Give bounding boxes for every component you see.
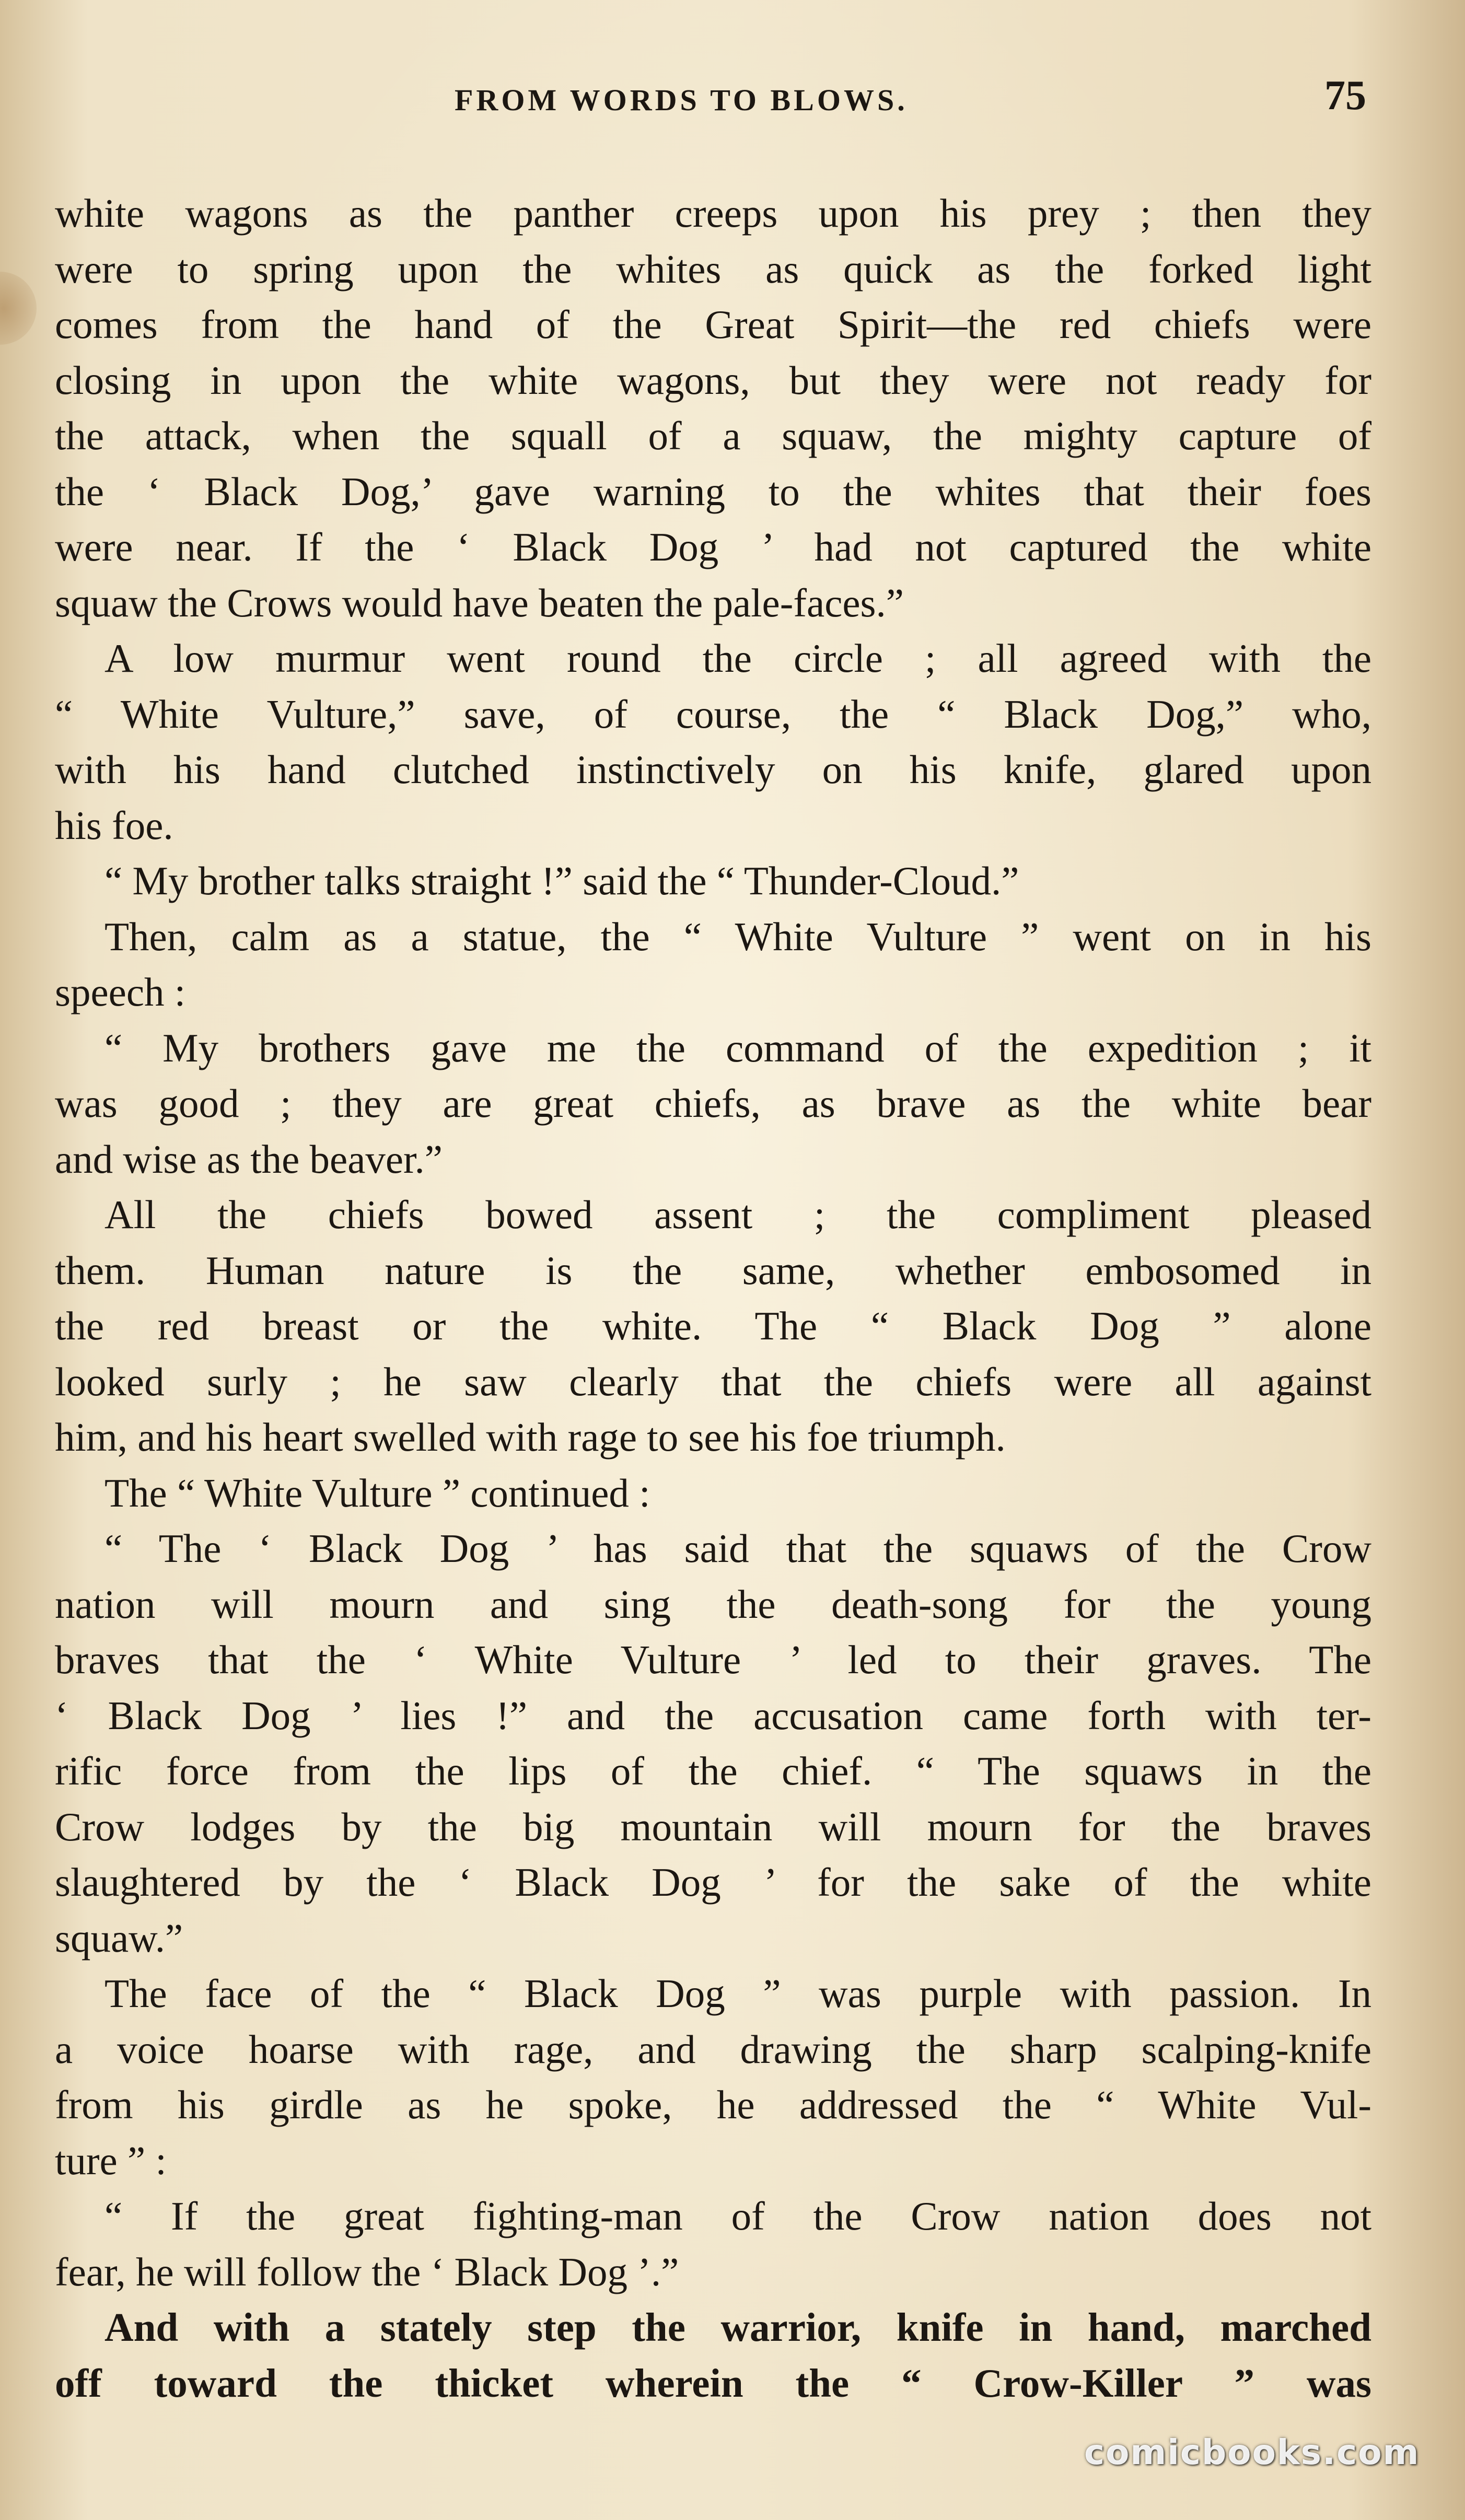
text-line: were to spring upon the whites as quick as the forked light bbox=[55, 246, 1371, 291]
text-line: him, and his heart swelled with rage to see his foe triumph. bbox=[55, 1415, 1006, 1460]
text-line: squaw the Crows would have beaten the pale-faces.” bbox=[55, 580, 904, 625]
text-line: rific force from the lips of the chief. “ The squaws in the bbox=[55, 1748, 1371, 1793]
text-line: nation will mourn and sing the death-song for the young bbox=[55, 1581, 1371, 1627]
text-line: the red breast or the white. The “ Black Dog ” alone bbox=[55, 1303, 1371, 1348]
watermark: comicbooks.com bbox=[1084, 2432, 1420, 2472]
text-line: The face of the “ Black Dog ” was purple with passion. In bbox=[104, 1971, 1371, 2016]
text-line: The “ White Vulture ” continued : bbox=[104, 1470, 650, 1515]
text-line: slaughtered by the ‘ Black Dog ’ for the sake of the white bbox=[55, 1860, 1371, 1905]
text-line: speech : bbox=[55, 970, 186, 1014]
text-line: A low murmur went round the circle ; all agreed with the bbox=[104, 636, 1371, 681]
text-line: from his girdle as he spoke, he addressed the “ White Vul- bbox=[55, 2082, 1371, 2127]
text-line: was good ; they are great chiefs, as brave as the white bear bbox=[55, 1081, 1371, 1126]
text-line: “ My brothers gave me the command of the expedition ; it bbox=[104, 1025, 1371, 1070]
text-line: “ My brother talks straight !” said the “ Thunder-Cloud.” bbox=[104, 858, 1019, 903]
text-line: with his hand clutched instinctively on his knife, glared upon bbox=[55, 747, 1371, 792]
paper-stain bbox=[0, 272, 37, 345]
text-line: Crow lodges by the big mountain will mourn for the braves bbox=[55, 1804, 1371, 1849]
text-line: and wise as the beaver.” bbox=[55, 1136, 443, 1182]
text-line: looked surly ; he saw clearly that the chiefs were all against bbox=[55, 1359, 1371, 1404]
text-line: fear, he will follow the ‘ Black Dog ’.” bbox=[55, 2249, 679, 2294]
text-line: “ If the great fighting-man of the Crow nation does not bbox=[104, 2194, 1371, 2238]
text-line: the attack, when the squall of a squaw, the mighty capture of bbox=[55, 413, 1371, 458]
text-line: And with a stately step the warrior, knife in hand, marched bbox=[104, 2305, 1371, 2350]
text-line: Then, calm as a statue, the “ White Vulture ” went on in his bbox=[104, 914, 1371, 959]
text-line: the ‘ Black Dog,’ gave warning to the whites that their foes bbox=[55, 469, 1371, 514]
text-line: “ The ‘ Black Dog ’ has said that the squaws of the Crow bbox=[104, 1526, 1371, 1571]
text-line: ture ” : bbox=[55, 2138, 167, 2183]
text-line: a voice hoarse with rage, and drawing the sharp scalping-knife bbox=[55, 2026, 1371, 2072]
text-line: “ White Vulture,” save, of course, the “ Black Dog,” who, bbox=[55, 691, 1371, 737]
text-line: All the chiefs bowed assent ; the compliment pleased bbox=[104, 1192, 1371, 1237]
text-line: braves that the ‘ White Vulture ’ led to their graves. The bbox=[55, 1637, 1371, 1682]
text-line: were near. If the ‘ Black Dog ’ had not captured the white bbox=[55, 524, 1371, 569]
page-header bbox=[0, 68, 1465, 131]
text-line: them. Human nature is the same, whether embosomed in bbox=[55, 1247, 1371, 1293]
text-line: squaw.” bbox=[55, 1915, 183, 1961]
text-line: his foe. bbox=[55, 802, 173, 848]
running-title: FROM WORDS TO BLOWS. bbox=[455, 83, 908, 117]
page-number: 75 bbox=[1324, 73, 1366, 119]
text-line: off toward the thicket wherein the “ Crow-Killer ” was bbox=[55, 2360, 1371, 2406]
text-line: closing in upon the white wagons, but they were not ready for bbox=[55, 357, 1371, 403]
body-text bbox=[55, 185, 1371, 2411]
text-line: white wagons as the panther creeps upon his prey ; then they bbox=[55, 191, 1371, 236]
text-line: comes from the hand of the Great Spirit—the red chiefs were bbox=[55, 302, 1371, 347]
text-line: ‘ Black Dog ’ lies !” and the accusation came forth with ter- bbox=[55, 1693, 1371, 1738]
